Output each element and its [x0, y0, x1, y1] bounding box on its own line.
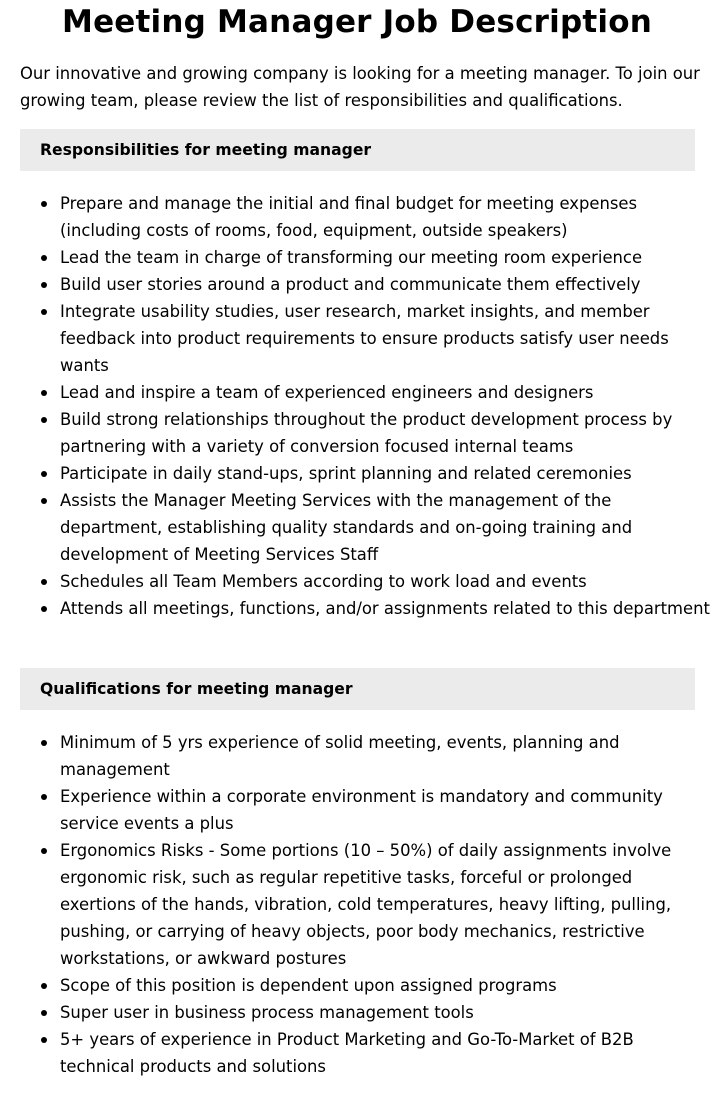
- list-item: Lead the team in charge of transforming our meeting room experience: [20, 244, 710, 271]
- list-item: Experience within a corporate environment is mandatory and community service events a plus: [20, 783, 710, 837]
- list-item: Integrate usability studies, user research, market insights, and member feedback into product requirements to ensure products satisfy user needs wants: [20, 298, 710, 379]
- list-item: Lead and inspire a team of experienced engineers and designers: [20, 379, 710, 406]
- list-item: Ergonomics Risks - Some portions (10 – 50%) of daily assignments involve ergonomic risk, such as regular repetitive tasks, forceful or prolonged exertions of the hands, vibration, cold temperatures, heavy lifting, pulling, pushing, or carrying of heavy objects, poor body mechanics, restrictive workstations, or awkward postures: [20, 837, 710, 972]
- qualifications-heading: Qualifications for meeting manager: [20, 668, 695, 710]
- list-item: Attends all meetings, functions, and/or assignments related to this department: [20, 595, 710, 622]
- list-item: 5+ years of experience in Product Marketing and Go-To-Market of B2B technical products and solutions: [20, 1026, 710, 1080]
- list-item: Minimum of 5 yrs experience of solid meeting, events, planning and management: [20, 729, 710, 783]
- list-item: Participate in daily stand-ups, sprint planning and related ceremonies: [20, 460, 710, 487]
- qualifications-list: [20, 729, 710, 1080]
- list-item: Assists the Manager Meeting Services with the management of the department, establishing quality standards and on-going training and development of Meeting Services Staff: [20, 487, 710, 568]
- page-title: Meeting Manager Job Description: [62, 4, 652, 40]
- responsibilities-heading: Responsibilities for meeting manager: [20, 129, 695, 171]
- list-item: Scope of this position is dependent upon assigned programs: [20, 972, 710, 999]
- list-item: Prepare and manage the initial and final budget for meeting expenses (including costs of rooms, food, equipment, outside speakers): [20, 190, 710, 244]
- list-item: Build user stories around a product and communicate them effectively: [20, 271, 710, 298]
- list-item: Build strong relationships throughout the product development process by partnering with a variety of conversion focused internal teams: [20, 406, 710, 460]
- intro-paragraph: Our innovative and growing company is looking for a meeting manager. To join our growing team, please review the list of responsibilities and qualifications.: [20, 64, 700, 110]
- list-item: Schedules all Team Members according to work load and events: [20, 568, 710, 595]
- responsibilities-list: [20, 190, 710, 622]
- list-item: Super user in business process management tools: [20, 999, 710, 1026]
